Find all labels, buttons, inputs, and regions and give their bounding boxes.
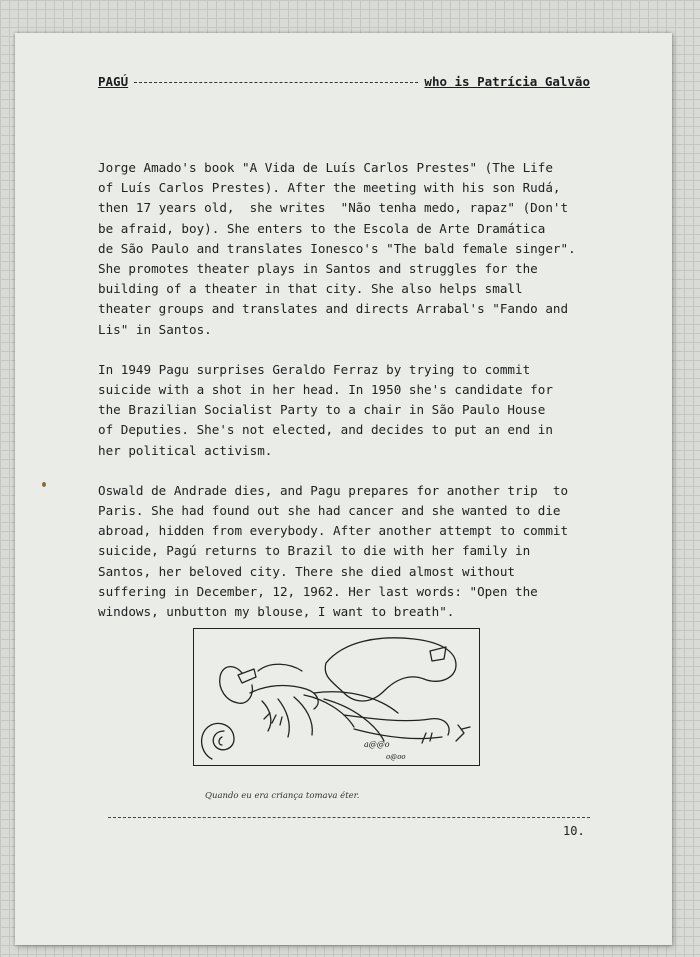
body-text — [98, 158, 618, 642]
text-line: suffering in December, 12, 1962. Her last words: "Open the — [98, 583, 538, 599]
illustration-frame — [193, 628, 480, 766]
text-line: windows, unbutton my blouse, I want to breath". — [98, 604, 455, 620]
text-line: She promotes theater plays in Santos and struggles for the — [98, 261, 538, 277]
handwritten-inscription: a@@o — [364, 740, 390, 749]
text-line: building of a theater in that city. She also helps small — [98, 281, 523, 297]
line-drawing-illustration — [194, 629, 479, 765]
page-header — [98, 74, 590, 89]
header-right-title: who is Patrícia Galvão — [424, 74, 590, 89]
text-line: Santos, her beloved city. There she died almost without — [98, 563, 516, 579]
text-line: suicide, Pagú returns to Brazil to die with her family in — [98, 543, 531, 559]
text-line: then 17 years old, she writes "Não tenha medo, rapaz" (Don't — [98, 200, 569, 216]
illustration-caption: Quando eu era criança tomava éter. — [205, 791, 360, 801]
paragraph-2 — [98, 360, 618, 461]
text-line: Lis" in Santos. — [98, 321, 212, 337]
header-dashed-rule — [134, 82, 418, 83]
text-line: In 1949 Pagu surprises Geraldo Ferraz by trying to commit — [98, 361, 531, 377]
text-line: her political activism. — [98, 442, 273, 458]
paragraph-3 — [98, 481, 618, 622]
text-line: de São Paulo and translates Ionesco's "The bald female singer". — [98, 240, 576, 256]
footer-dashed-rule — [108, 817, 590, 818]
handwritten-inscription: o@oo — [386, 753, 406, 761]
page-number: 10. — [563, 824, 585, 838]
paragraph-1 — [98, 158, 618, 340]
text-line: be afraid, boy). She enters to the Escola de Arte Dramática — [98, 220, 546, 236]
text-line: Oswald de Andrade dies, and Pagu prepares for another trip to — [98, 482, 569, 498]
text-line: of Luís Carlos Prestes). After the meeting with his son Rudá, — [98, 180, 561, 196]
paper-stain — [42, 482, 46, 487]
text-line: abroad, hidden from everybody. After another attempt to commit — [98, 523, 569, 539]
text-line: Paris. She had found out she had cancer and she wanted to die — [98, 503, 561, 519]
text-line: of Deputies. She's not elected, and decides to put an end in — [98, 422, 553, 438]
text-line: Jorge Amado's book "A Vida de Luís Carlos Prestes" (The Life — [98, 160, 553, 175]
text-line: theater groups and translates and directs Arrabal's "Fando and — [98, 301, 569, 317]
text-line: suicide with a shot in her head. In 1950 she's candidate for — [98, 382, 553, 398]
text-line: the Brazilian Socialist Party to a chair in São Paulo House — [98, 402, 546, 418]
header-left-title: PAGÚ — [98, 74, 129, 89]
